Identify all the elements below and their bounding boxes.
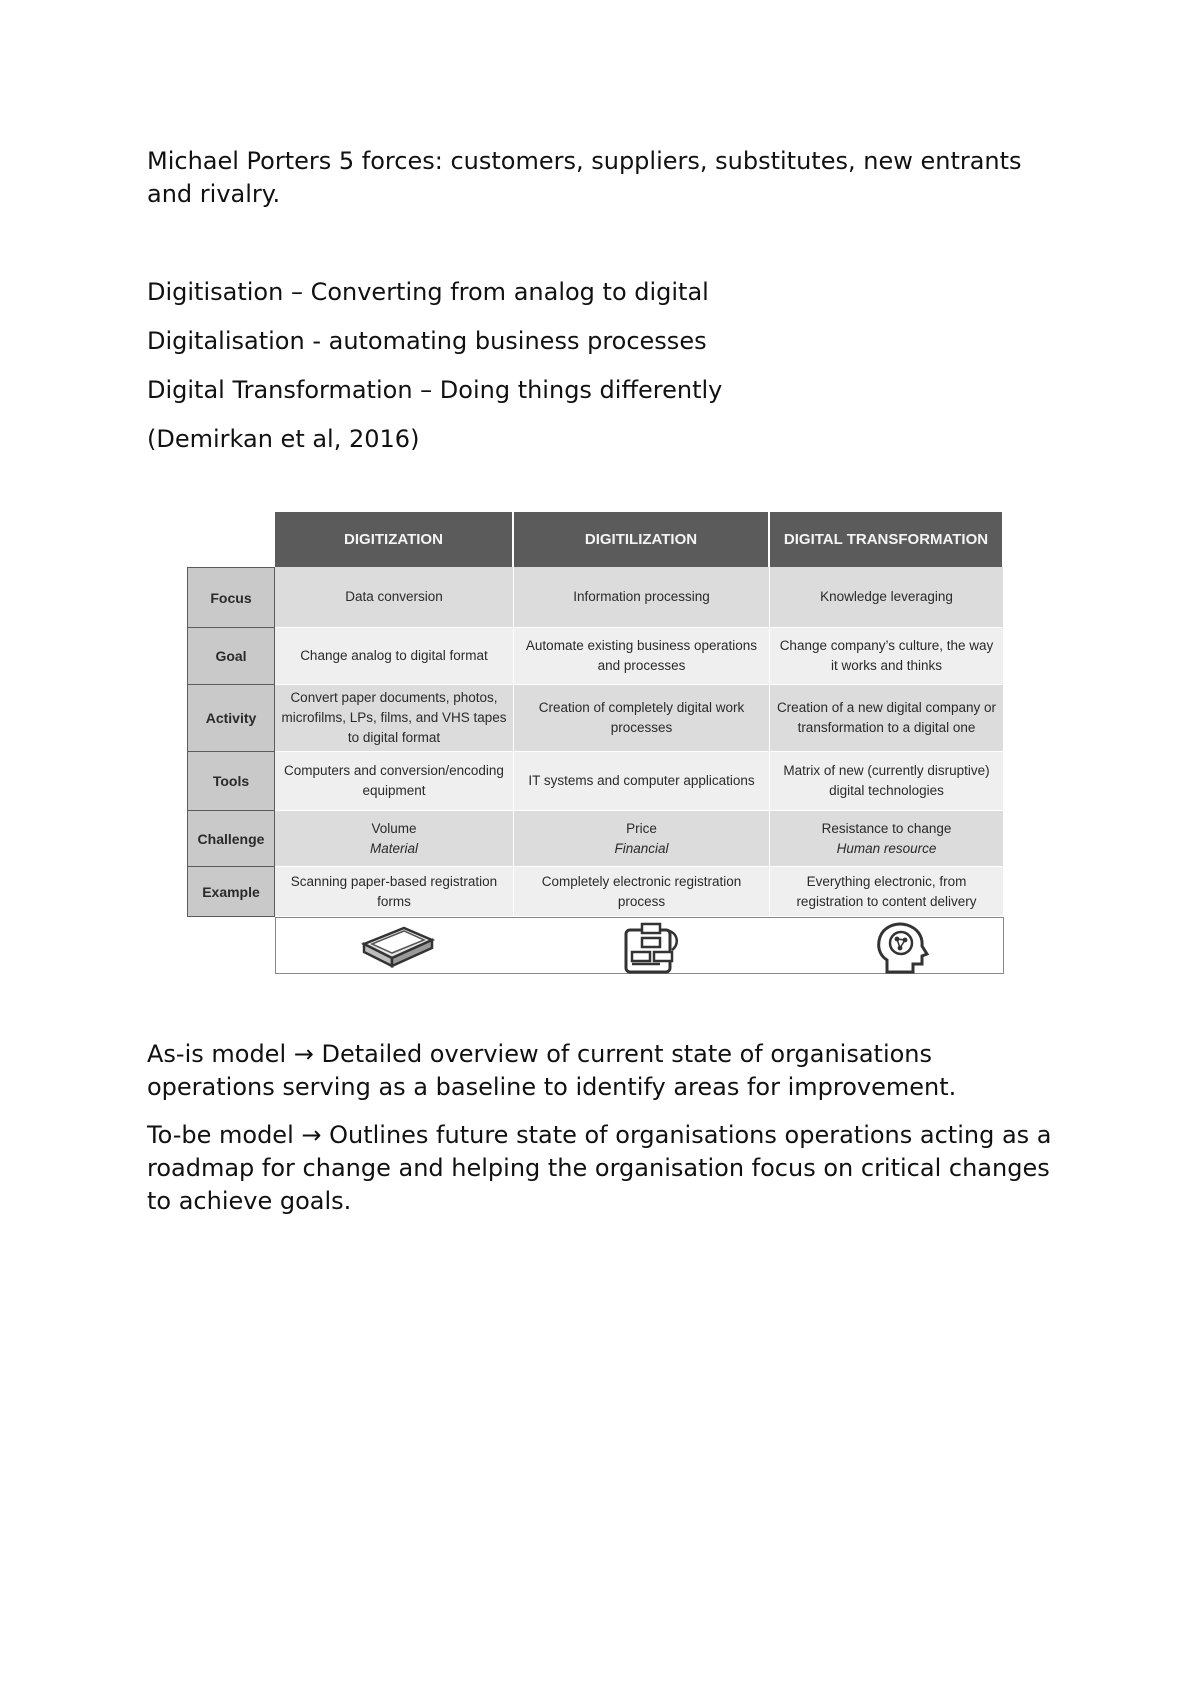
table-cell xyxy=(275,811,514,867)
table-cell xyxy=(275,867,514,917)
comparison-table-figure xyxy=(187,512,1004,974)
table-cell xyxy=(770,685,1004,752)
cell-text: Convert paper documents, photos, microfilms, LPs, films, and VHS tapes to digital format xyxy=(281,690,507,745)
row-label: Goal xyxy=(187,628,275,685)
definition-digitalisation: Digitalisation - automating business processes xyxy=(147,327,707,355)
table-cell xyxy=(514,867,770,917)
cell-text: Computers and conversion/encoding equipment xyxy=(284,763,504,798)
citation: (Demirkan et al, 2016) xyxy=(147,425,420,453)
table-cell xyxy=(275,685,514,752)
table-cell xyxy=(514,567,770,628)
table-cell xyxy=(514,811,770,867)
table-cell xyxy=(275,628,514,685)
cell-text: Automate existing business operations and processes xyxy=(525,638,758,673)
cell-text: Volume xyxy=(371,820,417,836)
cell-text: IT systems and computer applications xyxy=(528,773,755,788)
cell-text: Creation of a new digital company or transformation to a digital one xyxy=(776,700,997,735)
cell-text: Knowledge leveraging xyxy=(820,589,953,604)
table-cell xyxy=(514,628,770,685)
cell-text: Matrix of new (currently disruptive) digital technologies xyxy=(783,763,990,798)
column-header: DIGITAL TRANSFORMATION xyxy=(770,512,1004,567)
cell-subtext: Human resource xyxy=(836,840,937,856)
row-label: Challenge xyxy=(187,811,275,867)
cell-text: Resistance to change xyxy=(821,820,952,836)
cell-text: Data conversion xyxy=(345,589,443,604)
head-circuit-icon xyxy=(873,922,933,974)
cell-text: Scanning paper-based registration forms xyxy=(290,873,498,909)
icon-row xyxy=(275,917,1004,974)
workflow-document-icon xyxy=(620,922,684,974)
cell-text: Price xyxy=(626,820,657,836)
cell-text: Everything electronic, from registration to content delivery xyxy=(796,873,977,909)
row-label: Example xyxy=(187,867,275,917)
cell-subtext: Financial xyxy=(614,840,669,856)
table-cell xyxy=(514,685,770,752)
table-cell xyxy=(514,752,770,811)
column-header: DIGITILIZATION xyxy=(514,512,770,567)
cell-text: Information processing xyxy=(573,589,710,604)
cell-text: Creation of completely digital work processes xyxy=(538,700,745,735)
cell-text: Completely electronic registration process xyxy=(541,873,742,909)
table-cell xyxy=(770,752,1004,811)
table-cell xyxy=(770,628,1004,685)
column-header: DIGITIZATION xyxy=(275,512,514,567)
to-be-model-paragraph: To-be model → Outlines future state of organisations operations acting as a roadmap for change and helping the organisation focus on critical changes to achieve goals. xyxy=(147,1121,1052,1215)
table-cell xyxy=(770,811,1004,867)
row-label: Focus xyxy=(187,567,275,628)
cell-subtext: Material xyxy=(369,840,418,856)
scanner-icon xyxy=(358,922,438,972)
cell-text: Change company’s culture, the way it works and thinks xyxy=(779,638,994,673)
table-cell xyxy=(275,567,514,628)
definition-digital-transformation: Digital Transformation – Doing things differently xyxy=(147,376,723,404)
row-label: Activity xyxy=(187,685,275,752)
as-is-model-paragraph: As-is model → Detailed overview of current state of organisations operations serving as a baseline to identify areas for improvement. xyxy=(147,1040,957,1101)
row-label: Tools xyxy=(187,752,275,811)
intro-paragraph: Michael Porters 5 forces: customers, suppliers, substitutes, new entrants and rivalry. xyxy=(147,147,1022,208)
definition-digitisation: Digitisation – Converting from analog to digital xyxy=(147,278,709,306)
table-cell xyxy=(770,567,1004,628)
cell-text: Change analog to digital format xyxy=(300,648,488,663)
table-cell xyxy=(275,752,514,811)
table-cell xyxy=(770,867,1004,917)
